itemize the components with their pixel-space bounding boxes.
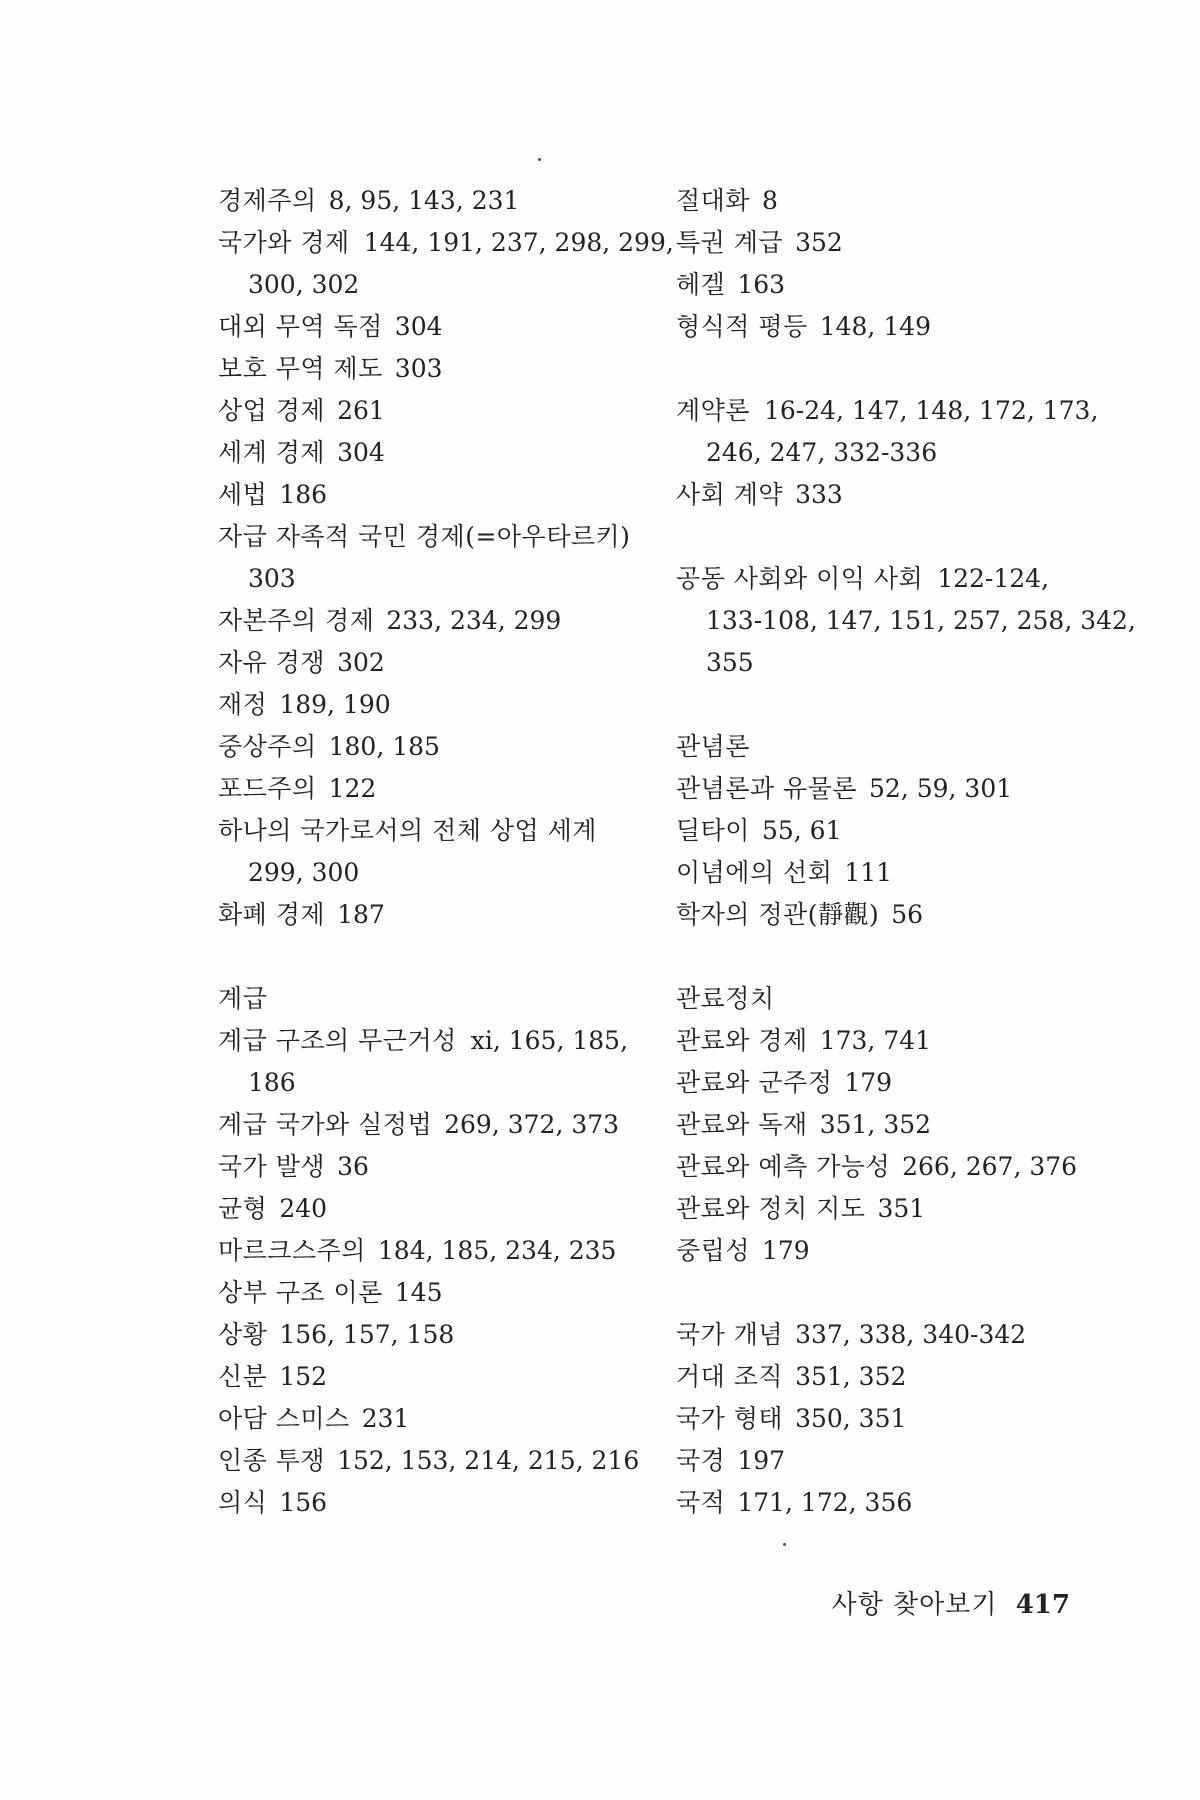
index-pages: 261 (337, 396, 385, 425)
index-term: 세법 (218, 480, 268, 509)
index-entry (676, 474, 1096, 516)
index-pages: 179 (844, 1068, 893, 1097)
index-term: 관료와 독재 (676, 1110, 808, 1139)
index-entry (218, 1314, 648, 1356)
index-term: 의식 (218, 1488, 268, 1517)
index-term: 헤겔 (676, 270, 726, 299)
index-pages: xi, 165, 185, (470, 1026, 629, 1055)
index-entry (676, 1398, 1096, 1440)
index-pages: 8, 95, 143, 231 (328, 186, 520, 215)
index-term: 계급 구조의 무근거성 (218, 1026, 457, 1055)
index-pages: 337, 338, 340-342 (795, 1320, 1027, 1349)
index-entry (676, 1062, 1096, 1104)
index-pages: 144, 191, 237, 298, 299, (363, 228, 674, 257)
index-pages: 156, 157, 158 (279, 1320, 455, 1349)
index-term: 중상주의 (218, 732, 317, 761)
index-pages: 55, 61 (761, 816, 842, 845)
index-pages: 122 (328, 774, 377, 803)
index-entry (218, 1188, 648, 1230)
index-term: 절대화 (676, 186, 750, 215)
index-entry (676, 1188, 1096, 1230)
index-entry (218, 642, 648, 684)
index-term: 상황 (218, 1320, 268, 1349)
index-entry (676, 264, 1096, 306)
index-pages: 240 (279, 1194, 328, 1223)
index-term: 상부 구조 이론 (218, 1278, 383, 1307)
index-pages: 231 (361, 1404, 410, 1433)
index-term: 관료와 경제 (676, 1026, 808, 1055)
index-term: 계급 (218, 984, 268, 1013)
index-pages: 179 (761, 1236, 810, 1265)
index-pages: 56 (891, 900, 924, 929)
index-term: 사회 계약 (676, 480, 784, 509)
index-entry (676, 768, 1096, 810)
index-pages: 184, 185, 234, 235 (377, 1236, 617, 1265)
index-pages: 186 (279, 480, 328, 509)
index-term: 마르크스주의 (218, 1236, 366, 1265)
running-title: 사항 찾아보기 (831, 1590, 998, 1620)
section-gap (676, 936, 1096, 978)
index-term: 관료와 정치 지도 (676, 1194, 866, 1223)
index-pages-continuation: 299, 300 (248, 858, 360, 887)
index-entry (218, 810, 648, 852)
index-entry (676, 726, 1096, 768)
index-pages-continuation: 186 (248, 1068, 296, 1097)
index-entry (218, 516, 648, 558)
index-entry (218, 1440, 648, 1482)
index-pages-continuation: 300, 302 (248, 270, 360, 299)
index-term: 상업 경제 (218, 396, 326, 425)
section-gap (676, 348, 1096, 390)
index-term: 국적 (676, 1488, 726, 1517)
index-term: 신분 (218, 1362, 268, 1391)
index-entry (218, 1020, 648, 1062)
index-term: 국가 발생 (218, 1152, 326, 1181)
index-term: 중립성 (676, 1236, 750, 1265)
index-pages: 36 (337, 1152, 369, 1181)
index-pages: 333 (795, 480, 843, 509)
index-term: 자본주의 경제 (218, 606, 375, 635)
index-entry (676, 1440, 1096, 1482)
index-pages: 304 (337, 438, 385, 467)
index-entry (218, 306, 648, 348)
index-entry (676, 1104, 1096, 1146)
index-entry (218, 726, 648, 768)
index-pages: 233, 234, 299 (386, 606, 562, 635)
index-pages: 8 (761, 186, 778, 215)
index-term: 관념론과 유물론 (676, 774, 857, 803)
page-number: 417 (1015, 1590, 1070, 1620)
index-pages: 122-124, (937, 564, 1050, 593)
print-speck (538, 158, 541, 161)
index-term: 자유 경쟁 (218, 648, 326, 677)
index-term: 거대 조직 (676, 1362, 784, 1391)
index-term: 아담 스미스 (218, 1404, 350, 1433)
index-pages: 352 (795, 228, 843, 257)
index-term: 국가 형태 (676, 1404, 784, 1433)
index-entry (218, 1482, 648, 1524)
index-entry (218, 432, 648, 474)
index-pages-continuation: 133-108, 147, 151, 257, 258, 342, (706, 606, 1136, 635)
index-term: 관료와 군주정 (676, 1068, 833, 1097)
index-pages: 173, 741 (819, 1026, 932, 1055)
index-pages: 111 (844, 858, 893, 887)
index-term: 관념론 (676, 732, 750, 761)
index-entry (676, 1356, 1096, 1398)
index-term: 국경 (676, 1446, 726, 1475)
section-gap (218, 936, 648, 978)
index-term: 형식적 평등 (676, 312, 808, 341)
index-pages: 171, 172, 356 (737, 1488, 913, 1517)
index-term: 포드주의 (218, 774, 317, 803)
index-term: 하나의 국가로서의 전체 상업 세계 (218, 816, 597, 845)
index-entry (218, 1104, 648, 1146)
index-pages: 351 (877, 1194, 926, 1223)
index-pages: 350, 351 (795, 1404, 907, 1433)
index-term: 특권 계급 (676, 228, 784, 257)
index-pages: 152 (279, 1362, 328, 1391)
index-pages: 148, 149 (819, 312, 932, 341)
index-entry (676, 1230, 1096, 1272)
index-entry (218, 894, 648, 936)
index-entry (218, 1146, 648, 1188)
index-entry (218, 180, 648, 222)
index-term: 딜타이 (676, 816, 750, 845)
index-pages-continuation: 246, 247, 332-336 (706, 438, 938, 467)
index-term: 공동 사회와 이익 사회 (676, 564, 924, 593)
index-pages: 163 (737, 270, 786, 299)
index-entry (676, 852, 1096, 894)
index-entry (676, 390, 1099, 432)
section-gap (676, 1272, 1096, 1314)
index-pages: 303 (394, 354, 443, 383)
index-entry (218, 348, 648, 390)
print-speck (783, 1543, 786, 1546)
index-entry (218, 474, 648, 516)
index-pages: 351, 352 (795, 1362, 907, 1391)
index-term: 재정 (218, 690, 268, 719)
index-pages: 16-24, 147, 148, 172, 173, (763, 396, 1099, 425)
index-entry (676, 1020, 1096, 1062)
index-pages: 189, 190 (279, 690, 391, 719)
index-entry (218, 684, 648, 726)
index-term: 경제주의 (218, 186, 317, 215)
index-entry (218, 390, 648, 432)
index-pages-continuation: 303 (248, 564, 296, 593)
index-term: 대외 무역 독점 (218, 312, 383, 341)
index-entry (676, 222, 1096, 264)
index-term: 계급 국가와 실정법 (218, 1110, 433, 1139)
section-gap (676, 684, 1096, 726)
index-term: 관료정치 (676, 984, 775, 1013)
index-pages: 266, 267, 376 (902, 1152, 1078, 1181)
index-term: 국가와 경제 (218, 228, 350, 257)
index-entry (676, 1146, 1096, 1188)
index-entry (218, 600, 648, 642)
index-term: 세계 경제 (218, 438, 326, 467)
index-entry (676, 894, 1096, 936)
index-pages: 152, 153, 214, 215, 216 (337, 1446, 640, 1475)
index-entry (218, 768, 648, 810)
index-entry (218, 1272, 648, 1314)
index-term: 관료와 예측 가능성 (676, 1152, 891, 1181)
index-pages: 52, 59, 301 (869, 774, 1013, 803)
index-entry (676, 558, 1096, 600)
index-pages: 269, 372, 373 (444, 1110, 620, 1139)
index-term: 계약론 (676, 396, 750, 425)
index-pages: 180, 185 (328, 732, 440, 761)
section-gap (676, 516, 1096, 558)
index-entry (676, 306, 1096, 348)
index-term: 보호 무역 제도 (218, 354, 383, 383)
index-entry (676, 1314, 1096, 1356)
index-entry (676, 810, 1096, 852)
index-term: 자급 자족적 국민 경제(=아우타르키) (218, 522, 631, 551)
index-entry (218, 978, 648, 1020)
index-entry (218, 222, 674, 264)
index-term: 균형 (218, 1194, 268, 1223)
index-pages: 156 (279, 1488, 328, 1517)
index-pages: 145 (394, 1278, 443, 1307)
index-term: 학자의 정관(靜觀) (676, 900, 880, 929)
page-footer (0, 1584, 1070, 1621)
index-term: 이념에의 선회 (676, 858, 833, 887)
index-entry (218, 1356, 648, 1398)
index-column-left (218, 180, 674, 1524)
index-entry (676, 978, 1096, 1020)
index-pages: 187 (337, 900, 385, 929)
index-entry (218, 1398, 648, 1440)
index-term: 인종 투쟁 (218, 1446, 326, 1475)
index-column-right (676, 180, 1136, 1524)
index-entry (676, 180, 1096, 222)
index-entry (218, 1230, 648, 1272)
index-pages: 304 (394, 312, 443, 341)
index-pages: 197 (737, 1446, 786, 1475)
index-pages: 302 (337, 648, 385, 677)
index-entry (676, 1482, 1096, 1524)
index-pages: 351, 352 (819, 1110, 932, 1139)
index-pages-continuation: 355 (706, 648, 754, 677)
index-term: 국가 개념 (676, 1320, 784, 1349)
index-term: 화폐 경제 (218, 900, 326, 929)
